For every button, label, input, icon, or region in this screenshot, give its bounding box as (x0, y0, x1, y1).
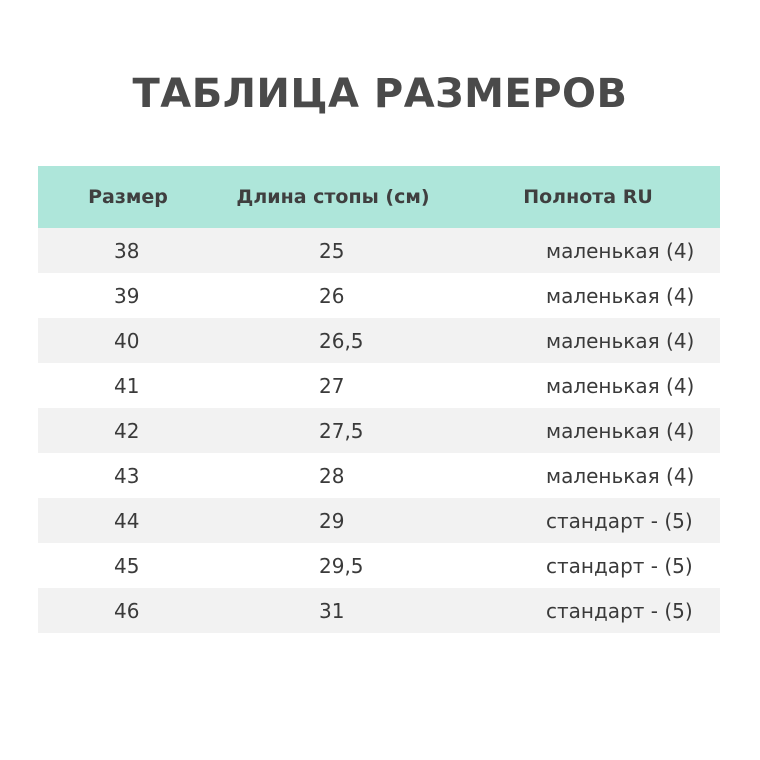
cell-width-ru: маленькая (4) (546, 373, 695, 398)
table-body (38, 228, 720, 633)
cell-foot-length: 25 (319, 238, 345, 263)
cell-foot-length: 31 (319, 598, 345, 623)
cell-foot-length: 26 (319, 283, 345, 308)
header-foot-length: Длина стопы (см) (236, 186, 430, 208)
cell-size: 46 (114, 598, 140, 623)
table-row (38, 228, 720, 273)
cell-width-ru: маленькая (4) (546, 418, 695, 443)
table-header (38, 166, 720, 228)
table-row (38, 588, 720, 633)
cell-width-ru: стандарт - (5) (546, 598, 693, 623)
cell-width-ru: маленькая (4) (546, 283, 695, 308)
size-table (38, 166, 720, 633)
table-row (38, 408, 720, 453)
cell-width-ru: стандарт - (5) (546, 508, 693, 533)
cell-size: 44 (114, 508, 140, 533)
cell-size: 39 (114, 283, 140, 308)
table-row (38, 453, 720, 498)
cell-size: 42 (114, 418, 140, 443)
cell-size: 40 (114, 328, 140, 353)
cell-width-ru: стандарт - (5) (546, 553, 693, 578)
cell-foot-length: 27,5 (319, 418, 364, 443)
cell-width-ru: маленькая (4) (546, 463, 695, 488)
page-title: ТАБЛИЦА РАЗМЕРОВ (132, 71, 628, 117)
cell-foot-length: 29,5 (319, 553, 364, 578)
cell-size: 41 (114, 373, 140, 398)
cell-foot-length: 29 (319, 508, 345, 533)
table-row (38, 363, 720, 408)
cell-size: 45 (114, 553, 140, 578)
cell-size: 38 (114, 238, 140, 263)
header-width-ru: Полнота RU (523, 186, 653, 208)
table-row (38, 318, 720, 363)
cell-width-ru: маленькая (4) (546, 238, 695, 263)
table-row (38, 273, 720, 318)
table-row (38, 498, 720, 543)
cell-foot-length: 27 (319, 373, 345, 398)
cell-foot-length: 26,5 (319, 328, 364, 353)
cell-size: 43 (114, 463, 140, 488)
table-row (38, 543, 720, 588)
cell-foot-length: 28 (319, 463, 345, 488)
cell-width-ru: маленькая (4) (546, 328, 695, 353)
header-size: Размер (88, 186, 168, 208)
